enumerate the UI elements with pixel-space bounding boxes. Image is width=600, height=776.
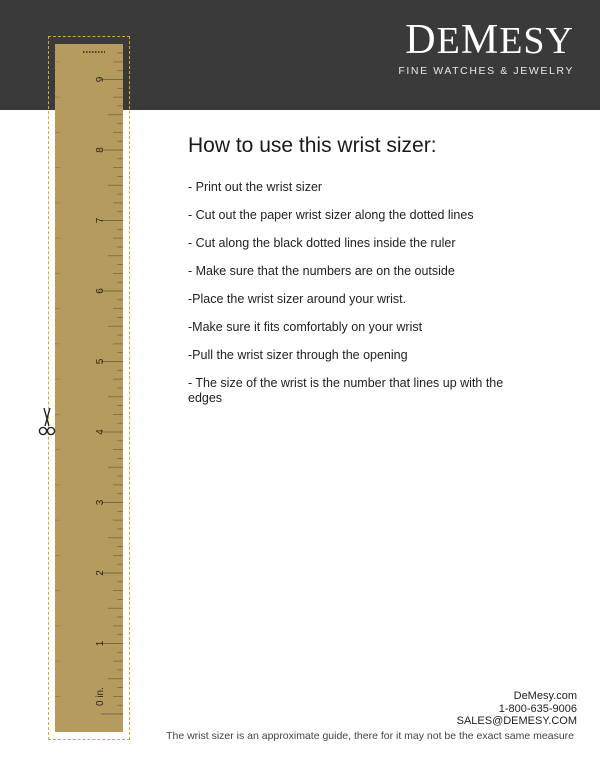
contact-phone: 1-800-635-9006 (498, 702, 577, 715)
ruler-label: 0 in. (95, 687, 106, 706)
list-item: - The size of the wrist is the number that lines up with the edges (188, 376, 504, 405)
ruler-label: 9 (95, 76, 106, 83)
ruler-label: 7 (95, 217, 106, 224)
ruler-label: 2 (95, 570, 106, 576)
contact-website: DeMesy.com (513, 690, 577, 702)
ruler-label: 6 (95, 288, 106, 294)
instructions-section (188, 134, 538, 419)
footer-disclaimer: The wrist sizer is an approximate guide, there for it may not be the exact same measure (166, 730, 574, 742)
instructions-list (188, 180, 538, 406)
ruler-graphic (55, 44, 123, 732)
contact-email: SALES@DEMESY.COM (456, 715, 577, 727)
list-item: -Make sure it fits comfortably on your wrist (188, 320, 423, 334)
ruler-label: 1 (95, 640, 106, 647)
contact-info (457, 690, 577, 728)
list-item: - Print out the wrist sizer (188, 180, 323, 194)
list-item: -Pull the wrist sizer through the opening (188, 348, 408, 362)
ruler-label: 3 (95, 499, 106, 506)
scissors-icon (38, 406, 56, 438)
brand-logo (398, 17, 574, 77)
brand-name: DEMESY (405, 17, 574, 63)
list-item: -Place the wrist sizer around your wrist. (188, 292, 407, 306)
ruler (55, 44, 123, 732)
brand-tagline: FINE WATCHES & JEWELRY (398, 65, 574, 77)
list-item: - Cut out the paper wrist sizer along the dotted lines (188, 208, 474, 222)
ruler-label: 8 (95, 147, 106, 153)
ruler-label: 4 (95, 429, 106, 435)
instructions-title: How to use this wrist sizer: (188, 134, 437, 157)
ruler-label: 5 (95, 358, 106, 365)
list-item: - Make sure that the numbers are on the outside (188, 264, 455, 278)
list-item: - Cut along the black dotted lines inside the ruler (188, 236, 456, 250)
